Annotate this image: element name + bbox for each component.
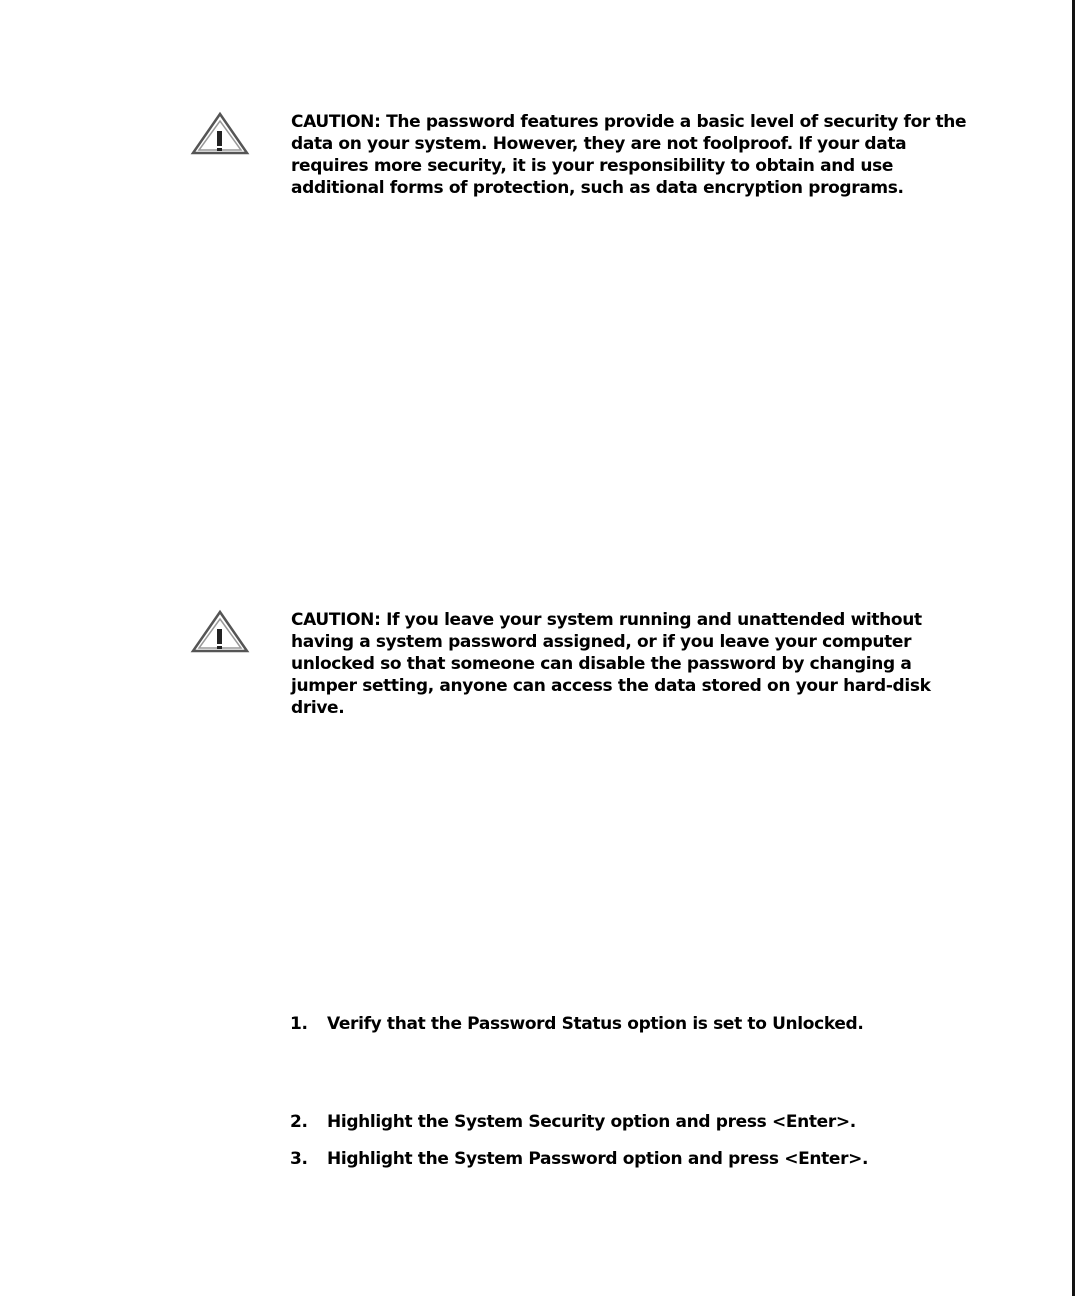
caution-label: CAUTION:	[291, 112, 381, 132]
page-edge-rule	[1072, 0, 1075, 1296]
step-text: Highlight the System Password option and press <Enter>.	[327, 1149, 869, 1169]
caution-triangle-icon	[190, 111, 250, 157]
step-number: 3.	[290, 1149, 308, 1169]
caution-body: The password features provide a basic level of security for the data on your system. However, they are not foolproof. If your data requires more security, it is your responsibility to obtain and use additional forms of protection, such as data encryption programs.	[291, 112, 967, 198]
caution-triangle-icon	[190, 609, 250, 655]
caution-text-2	[291, 609, 979, 719]
caution-label: CAUTION:	[291, 610, 381, 630]
step-text: Verify that the Password Status option is set to Unlocked.	[327, 1014, 864, 1034]
step-number: 2.	[290, 1112, 308, 1132]
caution-body: If you leave your system running and unattended without having a system password assigned, or if you leave your computer unlocked so that someone can disable the password by changing a jumper setting, anyone can access the data stored on your hard-disk drive.	[291, 610, 931, 718]
step-text: Highlight the System Security option and press <Enter>.	[327, 1112, 856, 1132]
step-number: 1.	[290, 1014, 308, 1034]
caution-text-1	[291, 111, 979, 199]
